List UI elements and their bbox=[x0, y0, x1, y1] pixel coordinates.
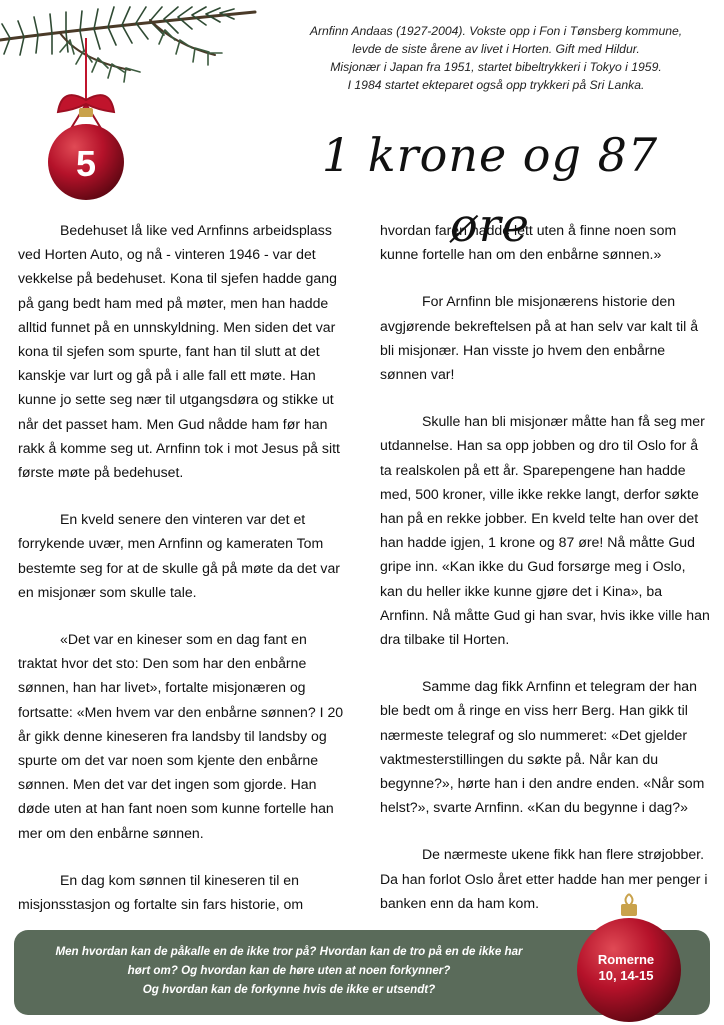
day-number: 5 bbox=[75, 143, 97, 184]
paragraph: Skulle han bli misjonær måtte han få seg mer utdannelse. Han sa opp jobben og dro til Oslo for å ta realskolen på ett år. Sparepengene han hadde med, 500 kroner, ville ikke rekke langt, derfor søkte han på en rekke jobber. En kveld telte han over det han hadde igjen, 1 krone og 87 øre! Nå måtte Gud gripe inn. «Kan ikke du Gud forsørge meg i Oslo, kan du heller ikke kunne gjøre det i Kina», ba Arnfinn. Nå måtte Gud gi han svar, hvis ikke ville han dra tilbake til Horten. bbox=[380, 413, 710, 648]
page-title: 1 krone og 87 øre bbox=[321, 128, 659, 252]
paragraph: De nærmeste ukene fikk han flere strøjobber. Da han forlot Oslo året etter hadde han mer penger i banken enn da ham kom. bbox=[380, 846, 708, 911]
paragraph: En kveld senere den vinteren var det et forrykende uvær, men Arnfinn og kameraten Tom bestemte seg for at de skulle gå på møte da det var en misjonær som skulle tale. bbox=[18, 511, 340, 600]
bible-reference bbox=[584, 952, 668, 984]
verse-line: hørt om? Og hvordan kan de høre uten at noen forkynner? bbox=[127, 964, 451, 977]
pine-needles-icon bbox=[0, 7, 255, 82]
intro-line: levde de siste årene av livet i Horten. Gift med Hildur. bbox=[352, 42, 640, 56]
paragraph: Bedehuset lå like ved Arnfinns arbeidsplass ved Horten Auto, og nå - vinteren 1946 - var det vekkelse på bedehuset. Kona til sjefen hadde gang på gang bedt ham med på møter, men han hadde alltid funnet på en unnskyldning. Men siden det var kona til sjefen som spurte, fant han til slutt at det kanskje var lurt og gå på i alle fall ett møte. Han kunne jo sette seg nær til utgangsdøra og stikke ut når det passet ham. Men Gud nådde ham før han rakk å komme seg ut. Arnfinn tok i mot Jesus på sitt første møte på bedehuset. bbox=[18, 222, 340, 481]
verse-line: Men hvordan kan de påkalle en de ikke tror på? Hvordan kan de tro på en de ikke har bbox=[55, 945, 523, 958]
pine-branch-ornament-illustration bbox=[0, 0, 260, 200]
intro-line: Arnfinn Andaas (1927-2004). Vokste opp i Fon i Tønsberg kommune, bbox=[309, 24, 683, 38]
article-column-left bbox=[18, 218, 348, 939]
intro-line: Misjonær i Japan fra 1951, startet bibeltrykkeri i Tokyo i 1959. bbox=[330, 60, 662, 74]
bible-verse bbox=[34, 942, 544, 999]
article-column-right bbox=[380, 218, 710, 938]
paragraph: For Arnfinn ble misjonærens historie den avgjørende bekreftelsen på at han selv var kalt til å bli misjonær. Han visste jo hvem den enbårne sønnen var! bbox=[380, 293, 699, 383]
paragraph: «Det var en kineser som en dag fant en traktat hvor det sto: Den som har den enbårne sønnen, han har livet», fortalte misjonæren og fortsatte: «Men hvem var den enbårne sønnen? I 20 år gikk denne kineseren fra landsby til landsby og spurte om det var noen som kjente den enbårne sønnen. Men det var det ingen som gjorde. Han døde uten at han fant noen som kunne fortelle han mer om den enbårne sønnen. bbox=[18, 631, 344, 841]
reference-verse: 10, 14-15 bbox=[598, 968, 654, 983]
paragraph-continuation: hvordan faren hadde lett uten å finne noen som kunne fortelle han om den enbårne sønnen.» bbox=[380, 222, 677, 263]
verse-line: Og hvordan kan de forkynne hvis de ikke er utsendt? bbox=[142, 983, 436, 996]
intro-biography bbox=[282, 22, 710, 94]
paragraph: Samme dag fikk Arnfinn et telegram der han ble bedt om å ringe en viss herr Berg. Han gikk til nærmeste telegraf og slo nummeret: «Det gjelder vaktmesterstillingen du søkte på. Når kan du begynne?», hørte han i den andre enden. «Når som helst?», svarte Arnfinn. «Kan du begynne i dag?» bbox=[380, 678, 705, 816]
intro-line: I 1984 startet ekteparet også opp trykkeri på Sri Lanka. bbox=[347, 78, 645, 92]
paragraph: En dag kom sønnen til kineseren til en misjonsstasjon og fortalte sin fars historie, om bbox=[18, 871, 304, 913]
reference-book: Romerne bbox=[597, 952, 655, 967]
